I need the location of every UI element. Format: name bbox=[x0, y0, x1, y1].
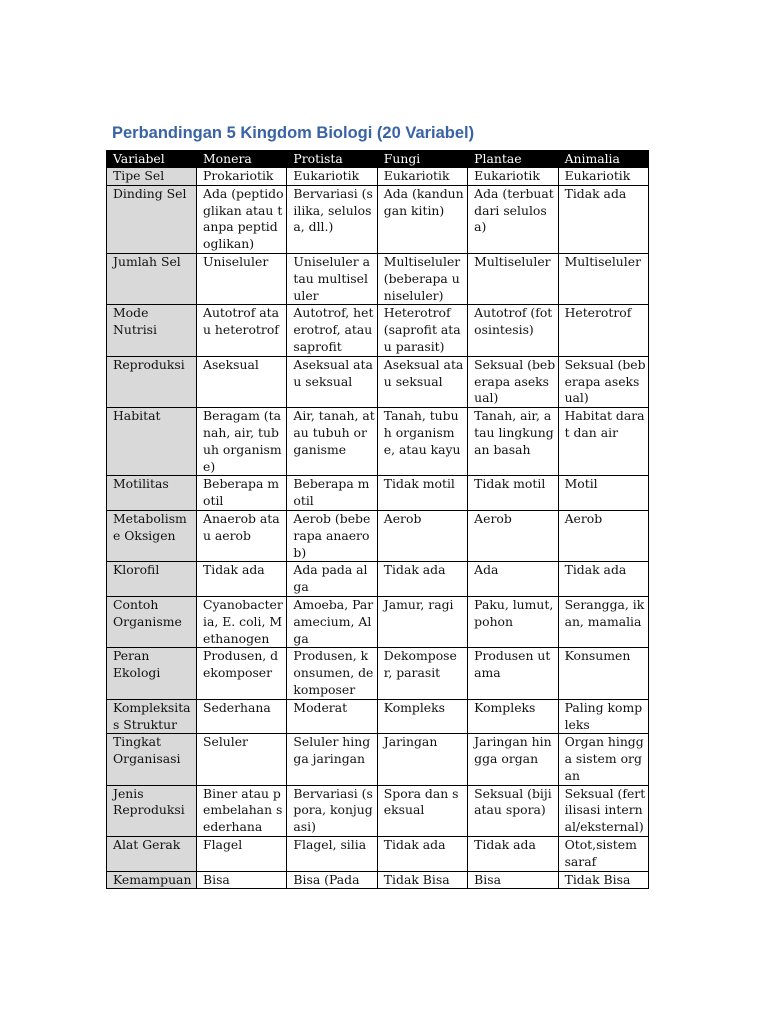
table-cell: Jamur, ragi bbox=[377, 596, 467, 647]
header-cell: Fungi bbox=[377, 151, 467, 168]
table-row bbox=[107, 305, 649, 356]
table-cell: Aerob (beberapa anaerob) bbox=[287, 510, 377, 561]
table-cell: Bervariasi (spora, konjugasi) bbox=[287, 785, 377, 836]
table-cell: Eukariotik bbox=[287, 168, 377, 186]
table-cell: Heterotrof (saprofit atau parasit) bbox=[377, 305, 467, 356]
table-cell: Paku, lumut, pohon bbox=[468, 596, 558, 647]
table-cell: Kompleks bbox=[377, 699, 467, 734]
table-body bbox=[107, 168, 649, 889]
table-cell: Tidak Bisa bbox=[558, 871, 648, 889]
table-cell: Aerob bbox=[468, 510, 558, 561]
table-cell: Seksual (beberapa aseksual) bbox=[468, 356, 558, 407]
table-cell: Tidak ada bbox=[558, 185, 648, 253]
table-row bbox=[107, 476, 649, 511]
table-cell: Eukariotik bbox=[377, 168, 467, 186]
table-cell: Seksual (biji atau spora) bbox=[468, 785, 558, 836]
table-cell: Prokariotik bbox=[197, 168, 287, 186]
table-cell: Tidak ada bbox=[377, 837, 467, 872]
table-cell: Autotrof atau heterotrof bbox=[197, 305, 287, 356]
table-cell: Tidak motil bbox=[468, 476, 558, 511]
table-cell: Eukariotik bbox=[468, 168, 558, 186]
table-row bbox=[107, 871, 649, 889]
table-cell: Tidak ada bbox=[197, 562, 287, 597]
table-cell: Multiseluler bbox=[558, 253, 648, 304]
row-header-cell: Reproduksi bbox=[107, 356, 197, 407]
table-row bbox=[107, 785, 649, 836]
table-cell: Ada (kandungan kitin) bbox=[377, 185, 467, 253]
table-cell: Heterotrof bbox=[558, 305, 648, 356]
table-cell: Air, tanah, atau tubuh organisme bbox=[287, 408, 377, 476]
header-cell: Animalia bbox=[558, 151, 648, 168]
table-cell: Bisa bbox=[468, 871, 558, 889]
table-cell: Autotrof (fotosintesis) bbox=[468, 305, 558, 356]
table-cell: Flagel bbox=[197, 837, 287, 872]
table-cell: Bervariasi (silika, selulosa, dll.) bbox=[287, 185, 377, 253]
row-header-cell: Jumlah Sel bbox=[107, 253, 197, 304]
header-cell: Variabel bbox=[107, 151, 197, 168]
table-row bbox=[107, 510, 649, 561]
table-cell: Sederhana bbox=[197, 699, 287, 734]
table-row bbox=[107, 408, 649, 476]
row-header-cell: Peran Ekologi bbox=[107, 648, 197, 699]
table-cell: Organ hingga sistem organ bbox=[558, 734, 648, 785]
table-cell: Beberapa motil bbox=[197, 476, 287, 511]
table-row bbox=[107, 562, 649, 597]
table-cell: Paling kompleks bbox=[558, 699, 648, 734]
table-cell: Amoeba, Paramecium, Alga bbox=[287, 596, 377, 647]
table-cell: Tidak ada bbox=[558, 562, 648, 597]
row-header-cell: Dinding Sel bbox=[107, 185, 197, 253]
table-cell: Cyanobacteria, E. coli, Methanogen bbox=[197, 596, 287, 647]
table-cell: Jaringan bbox=[377, 734, 467, 785]
table-cell: Seksual (beberapa aseksual) bbox=[558, 356, 648, 407]
table-cell: Otot,sistem saraf bbox=[558, 837, 648, 872]
table-cell: Spora dan seksual bbox=[377, 785, 467, 836]
row-header-cell: Habitat bbox=[107, 408, 197, 476]
table-cell: Ada bbox=[468, 562, 558, 597]
table-cell: Aseksual bbox=[197, 356, 287, 407]
table-cell: Ada (terbuat dari selulosa) bbox=[468, 185, 558, 253]
table-cell: Beragam (tanah, air, tubuh organisme) bbox=[197, 408, 287, 476]
table-cell: Tanah, tubuh organisme, atau kayu bbox=[377, 408, 467, 476]
table-cell: Tidak ada bbox=[377, 562, 467, 597]
table-cell: Produsen, konsumen, dekomposer bbox=[287, 648, 377, 699]
table-row bbox=[107, 734, 649, 785]
table-cell: Uniseluler bbox=[197, 253, 287, 304]
table-row bbox=[107, 168, 649, 186]
table-cell: Bisa bbox=[197, 871, 287, 889]
row-header-cell: Alat Gerak bbox=[107, 837, 197, 872]
row-header-cell: Motilitas bbox=[107, 476, 197, 511]
table-row bbox=[107, 837, 649, 872]
table-cell: Bisa (Pada bbox=[287, 871, 377, 889]
table-cell: Habitat darat dan air bbox=[558, 408, 648, 476]
table-cell: Tanah, air, atau lingkungan basah bbox=[468, 408, 558, 476]
table-cell: Aseksual atau seksual bbox=[287, 356, 377, 407]
row-header-cell: Klorofil bbox=[107, 562, 197, 597]
table-cell: Multiseluler bbox=[468, 253, 558, 304]
table-row bbox=[107, 356, 649, 407]
table-cell: Aerob bbox=[377, 510, 467, 561]
row-header-cell: Kompleksitas Struktur bbox=[107, 699, 197, 734]
table-cell: Flagel, silia bbox=[287, 837, 377, 872]
table-cell: Seksual (fertilisasi internal/eksternal) bbox=[558, 785, 648, 836]
table-cell: Produsen utama bbox=[468, 648, 558, 699]
document-title: Perbandingan 5 Kingdom Biologi (20 Variabel) bbox=[112, 124, 475, 142]
table-cell: Serangga, ikan, mamalia bbox=[558, 596, 648, 647]
table-cell: Eukariotik bbox=[558, 168, 648, 186]
table-row bbox=[107, 185, 649, 253]
header-cell: Plantae bbox=[468, 151, 558, 168]
table-cell: Aerob bbox=[558, 510, 648, 561]
row-header-cell: Tipe Sel bbox=[107, 168, 197, 186]
table-cell: Jaringan hingga organ bbox=[468, 734, 558, 785]
table-cell: Motil bbox=[558, 476, 648, 511]
table-cell: Tidak ada bbox=[468, 837, 558, 872]
row-header-cell: Metabolisme Oksigen bbox=[107, 510, 197, 561]
header-cell: Monera bbox=[197, 151, 287, 168]
table-row bbox=[107, 253, 649, 304]
table-row bbox=[107, 596, 649, 647]
row-header-cell: Jenis Reproduksi bbox=[107, 785, 197, 836]
header-cell: Protista bbox=[287, 151, 377, 168]
table-cell: Ada pada alga bbox=[287, 562, 377, 597]
table-cell: Beberapa motil bbox=[287, 476, 377, 511]
table-cell: Uniseluler atau multiseluler bbox=[287, 253, 377, 304]
table-cell: Autotrof, heterotrof, atau saprofit bbox=[287, 305, 377, 356]
row-header-cell: Contoh Organisme bbox=[107, 596, 197, 647]
row-header-cell: Mode Nutrisi bbox=[107, 305, 197, 356]
table-cell: Seluler bbox=[197, 734, 287, 785]
table-cell: Biner atau pembelahan sederhana bbox=[197, 785, 287, 836]
table-cell: Kompleks bbox=[468, 699, 558, 734]
table-row bbox=[107, 648, 649, 699]
table-cell: Anaerob atau aerob bbox=[197, 510, 287, 561]
table-header-row bbox=[107, 151, 649, 168]
comparison-table bbox=[106, 150, 649, 889]
table-cell: Moderat bbox=[287, 699, 377, 734]
table-cell: Produsen, dekomposer bbox=[197, 648, 287, 699]
table-cell: Ada (peptidoglikan atau tanpa peptidoglikan) bbox=[197, 185, 287, 253]
table-cell: Dekomposer, parasit bbox=[377, 648, 467, 699]
table-cell: Tidak Bisa bbox=[377, 871, 467, 889]
row-header-cell: Kemampuan bbox=[107, 871, 197, 889]
table-cell: Multiseluler (beberapa uniseluler) bbox=[377, 253, 467, 304]
row-header-cell: Tingkat Organisasi bbox=[107, 734, 197, 785]
table-cell: Seluler hingga jaringan bbox=[287, 734, 377, 785]
table-cell: Konsumen bbox=[558, 648, 648, 699]
table-cell: Aseksual atau seksual bbox=[377, 356, 467, 407]
table-row bbox=[107, 699, 649, 734]
table-cell: Tidak motil bbox=[377, 476, 467, 511]
